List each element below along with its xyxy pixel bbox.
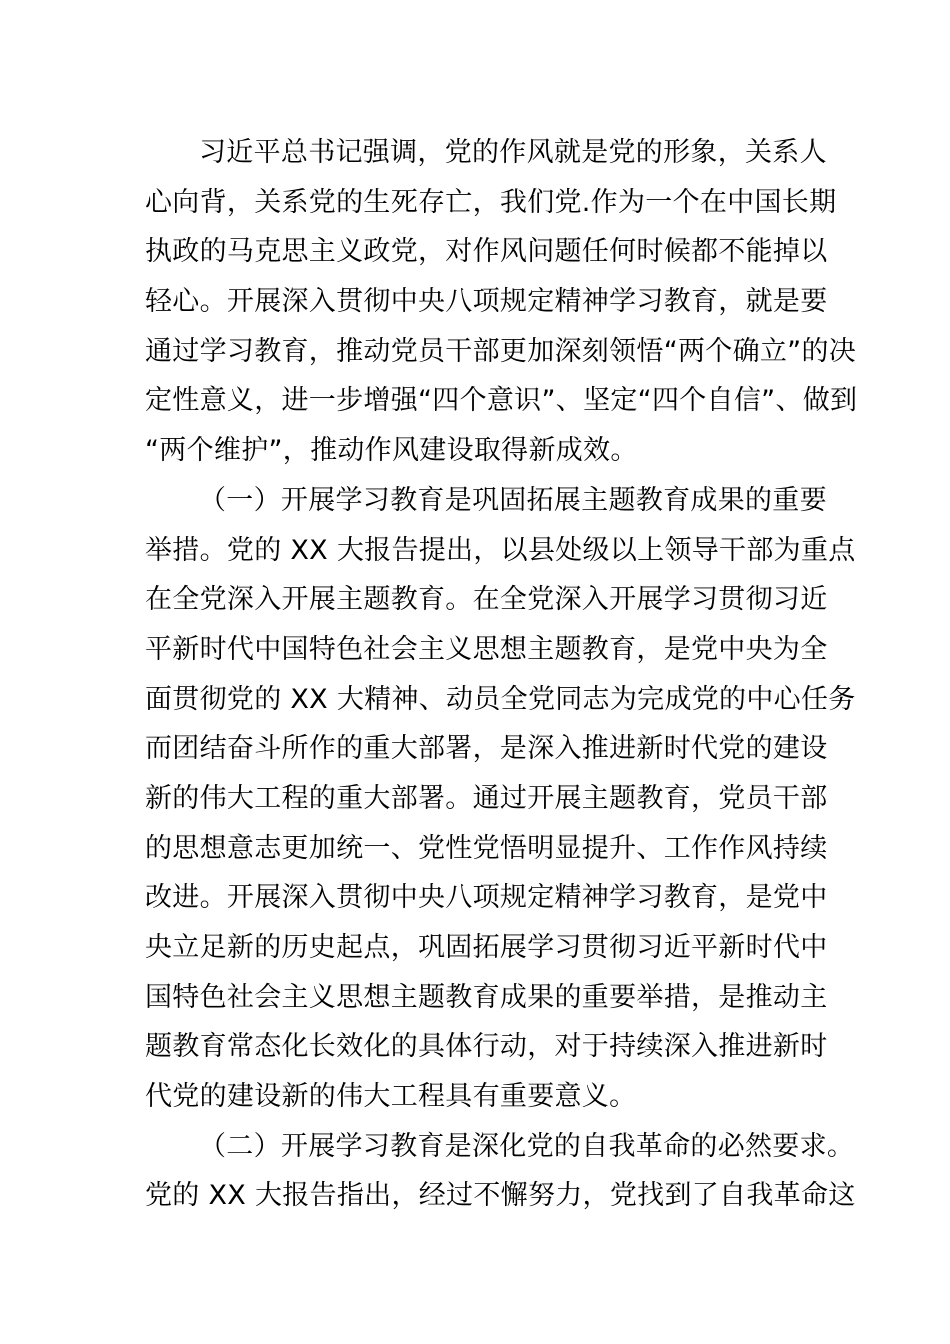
paragraph-2-line-8: 的思想意志更加统一、党性党悟明显提升、工作作风持续 xyxy=(145,832,828,864)
paragraph-2-line-10: 央立足新的历史起点，巩固拓展学习贯彻习近平新时代中 xyxy=(145,932,828,963)
paragraph-2-line-9: 改进。开展深入贯彻中央八项规定精神学习教育，是党中 xyxy=(145,882,828,914)
paragraph-2-line-4: 平新时代中国特色社会主义思想主题教育，是党中央为全 xyxy=(145,633,828,665)
paragraph-2-line-6: 而团结奋斗所作的重大部署，是深入推进新时代党的建设 xyxy=(145,733,828,765)
paragraph-2-line-1: （一）开展学习教育是巩固拓展主题教育成果的重要 xyxy=(199,484,827,516)
paragraph-2-line-11: 国特色社会主义思想主题教育成果的重要举措，是推动主 xyxy=(145,981,828,1013)
paragraph-2-line-13: 代党的建设新的伟大工程具有重要意义。 xyxy=(145,1081,637,1113)
paragraph-2-line-12: 题教育常态化长效化的具体行动，对于持续深入推进新时 xyxy=(145,1031,828,1063)
paragraph-2-line-2: 举措。党的 XX 大报告提出，以县处级以上领导干部为重点 xyxy=(145,534,856,566)
document-body xyxy=(145,128,858,1221)
paragraph-1-line-5: 通过学习教育，推动党员干部更加深刻领悟“两个确立”的决 xyxy=(145,335,857,367)
paragraph-2-line-5: 面贯彻党的 XX 大精神、动员全党同志为完成党的中心任务 xyxy=(145,683,856,715)
paragraph-3-line-1: （二）开展学习教育是深化党的自我革命的必然要求。 xyxy=(199,1130,855,1162)
paragraph-3-line-2: 党的 XX 大报告指出，经过不懈努力，党找到了自我革命这 xyxy=(145,1180,856,1212)
paragraph-1-line-3: 执政的马克思主义政党，对作风问题任何时候都不能掉以 xyxy=(145,236,828,268)
paragraph-1-line-7: “两个维护”，推动作风建设取得新成效。 xyxy=(145,435,638,467)
paragraph-1-line-2: 心向背，关系党的生死存亡，我们党.作为一个在中国长期 xyxy=(145,186,837,218)
paragraph-1-line-1: 习近平总书记强调，党的作风就是党的形象，关系人 xyxy=(199,137,827,168)
paragraph-2-line-7: 新的伟大工程的重大部署。通过开展主题教育，党员干部 xyxy=(145,782,828,814)
paragraph-1-line-6: 定性意义，进一步增强“四个意识”、坚定“四个自信”、做到 xyxy=(145,385,858,417)
paragraph-2-line-3: 在全党深入开展主题教育。在全党深入开展学习贯彻习近 xyxy=(145,584,828,616)
paragraph-1-line-4: 轻心。开展深入贯彻中央八项规定精神学习教育，就是要 xyxy=(145,286,828,318)
